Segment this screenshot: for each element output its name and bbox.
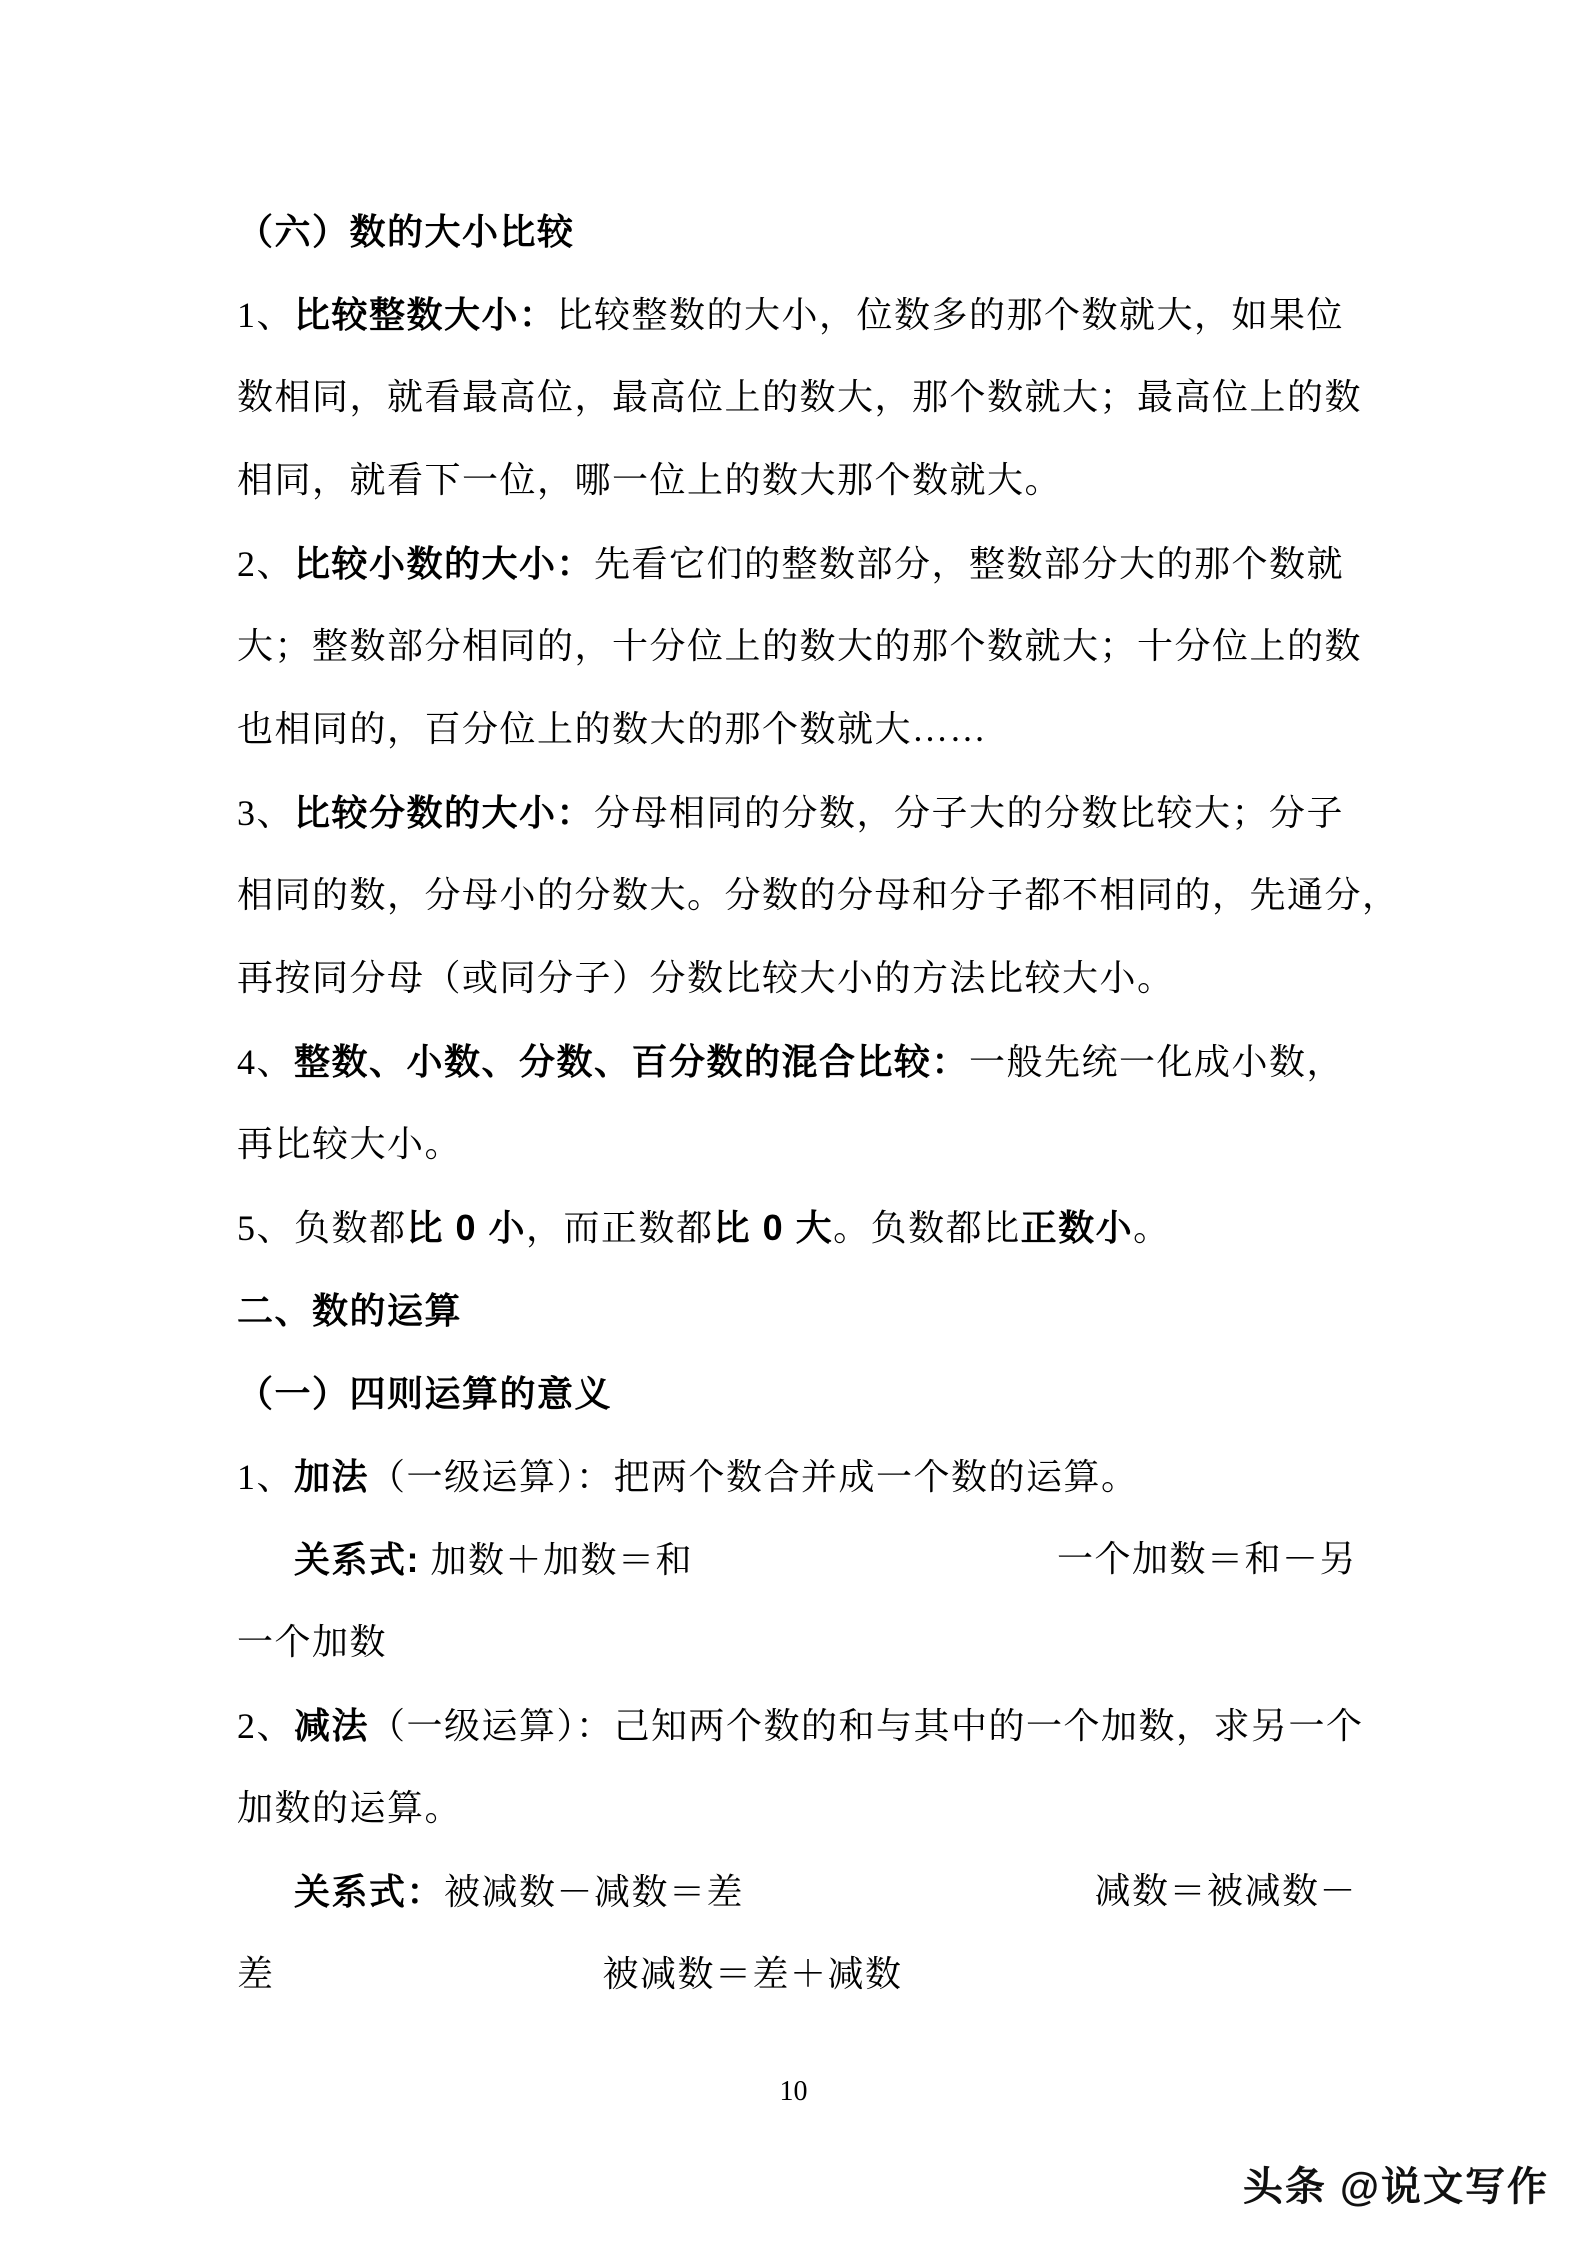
bold-text-segment: 比较小数的大小：: [294, 543, 595, 584]
bold-text-segment: 比较分数的大小：: [294, 792, 595, 833]
text-line: [237, 1518, 1357, 1601]
bold-text-segment: 比 0 小: [406, 1207, 527, 1248]
text-line: [237, 771, 1357, 854]
text-line: [237, 522, 1357, 605]
text-segment: 。负数都比: [833, 1208, 1021, 1248]
text-segment: 加数的运算。: [237, 1788, 463, 1828]
relation-right-part: [1094, 1850, 1357, 1933]
text-segment: 3、: [237, 793, 295, 833]
text-line: [237, 688, 1357, 771]
text-segment: 2、: [237, 544, 295, 584]
text-segment: 再按同分母（或同分子）分数比较大小的方法比较大小。: [237, 958, 1175, 998]
heading-line: [237, 1269, 1357, 1352]
text-segment: 相同，就看下一位，哪一位上的数大那个数就大。: [237, 460, 1063, 500]
bold-text-segment: 减法: [294, 1705, 370, 1746]
text-segment: 被减数＝差＋减数: [602, 1954, 903, 1994]
text-line: [237, 1186, 1357, 1269]
text-segment: （一级运算）：己知两个数的和与其中的一个加数，求另一个: [369, 1706, 1364, 1746]
text-line: [237, 439, 1357, 522]
text-line: [237, 1933, 1357, 2016]
bold-text-segment: 比较整数大小：: [294, 294, 557, 335]
bold-text-segment: 整数、小数、分数、百分数的混合比较：: [294, 1041, 970, 1082]
text-segment: 差: [237, 1954, 275, 1994]
text-segment: 2、: [237, 1706, 295, 1746]
text-segment: 分母相同的分数，分子大的分数比较大；分子: [594, 793, 1345, 833]
text-line: [237, 1103, 1357, 1186]
text-segment: 被减数－减数＝差: [444, 1872, 745, 1912]
text-segment: 数相同，就看最高位，最高位上的数大，那个数就大；最高位上的数: [237, 377, 1363, 417]
bold-text-segment: 加法: [294, 1456, 370, 1497]
bold-text-segment: （六）数的大小比较: [237, 211, 575, 252]
text-line: [237, 605, 1363, 688]
text-segment: （一级运算）：把两个数合并成一个数的运算。: [369, 1457, 1139, 1497]
heading-line: [237, 1352, 1357, 1435]
text-line: [237, 1684, 1364, 1767]
text-segment: 先看它们的整数部分，整数部分大的那个数就: [594, 544, 1345, 584]
text-line: [237, 1850, 1357, 1933]
text-line: [237, 273, 1357, 356]
text-segment: 1、: [237, 1457, 295, 1497]
relation-right-part: [1057, 1518, 1357, 1601]
text-line: [237, 1767, 1357, 1850]
bold-text-segment: 关系式：: [294, 1871, 445, 1912]
text-line: [237, 356, 1363, 439]
text-segment: 加数＋加数＝和: [420, 1540, 694, 1580]
text-segment: 减数＝被减数－: [1094, 1871, 1357, 1911]
bold-text-segment: （一）四则运算的意义: [237, 1373, 613, 1414]
text-segment: 大；整数部分相同的，十分位上的数大的那个数就大；十分位上的数: [237, 626, 1363, 666]
text-segment: 比较整数的大小，位数多的那个数就大，如果位: [556, 295, 1345, 335]
bold-text-segment: 关系式:: [294, 1539, 420, 1580]
text-segment: 一个加数: [237, 1622, 388, 1662]
heading-line: [237, 190, 1357, 273]
text-line: [237, 1601, 1357, 1684]
text-segment: 4、: [237, 1042, 295, 1082]
text-segment: 相同的数，分母小的分数大。分数的分母和分子都不相同的，先通分，: [237, 875, 1400, 915]
text-segment: 再比较大小。: [237, 1124, 463, 1164]
text-line: [237, 1435, 1357, 1518]
text-line: [237, 854, 1400, 937]
watermark: 头条 @说文写作: [1242, 2165, 1549, 2209]
text-segment: 一般先统一化成小数，: [969, 1042, 1345, 1082]
bold-text-segment: 比 0 大: [713, 1207, 834, 1248]
text-segment: 5、负数都: [237, 1208, 407, 1248]
bold-text-segment: 正数小: [1020, 1207, 1134, 1248]
text-line: [237, 1020, 1357, 1103]
text-segment: 也相同的，百分位上的数大的那个数就大……: [237, 709, 988, 749]
page-number: 10: [779, 2076, 808, 2107]
text-segment: 1、: [237, 295, 295, 335]
text-segment: 一个加数＝和－另: [1056, 1539, 1357, 1579]
text-segment: 。: [1133, 1208, 1171, 1248]
bold-text-segment: 二、数的运算: [237, 1290, 463, 1331]
text-lines: [237, 190, 1400, 2016]
text-line: [237, 937, 1357, 1020]
text-segment: ，而正数都: [526, 1208, 714, 1248]
